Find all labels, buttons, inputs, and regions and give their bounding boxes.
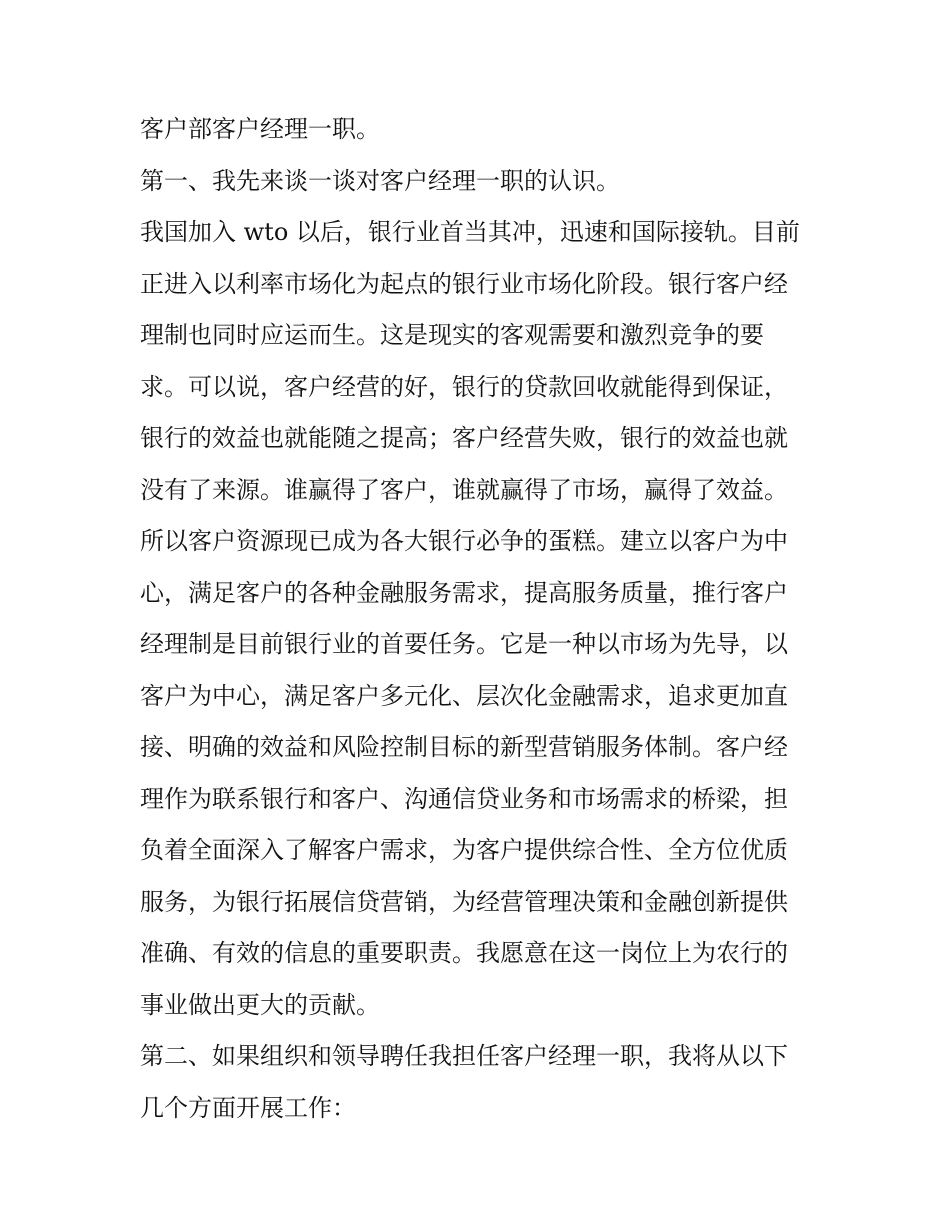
- document-body: [140, 104, 820, 1134]
- text-line: 理制也同时应运而生。这是现实的客观需要和激烈竞争的要: [140, 321, 764, 349]
- text-line: 客户为中心，满足客户多元化、层次化金融需求，追求更加直: [140, 681, 788, 710]
- text-line: 服务，为银行拓展信贷营销，为经营管理决策和金融创新提供: [140, 887, 788, 916]
- text-line: 客户部客户经理一职。: [140, 115, 380, 143]
- text-line: 第一、我先来谈一谈对客户经理一职的认识。: [140, 166, 620, 195]
- text-line: 所以客户资源现已成为各大银行必争的蛋糕。建立以客户为中: [140, 527, 788, 555]
- text-line: 求。可以说，客户经营的好，银行的贷款回收就能得到保证，: [140, 372, 788, 401]
- text-line: 没有了来源。谁赢得了客户，谁就赢得了市场，赢得了效益。: [140, 475, 788, 504]
- text-line: 负着全面深入了解客户需求，为客户提供综合性、全方位优质: [140, 836, 788, 864]
- text-line: 我国加入 wto 以后，银行业首当其冲，迅速和国际接轨。目前: [140, 218, 800, 246]
- text-line: 事业做出更大的贡献。: [140, 990, 380, 1019]
- text-line: 理作为联系银行和客户、沟通信贷业务和市场需求的桥梁，担: [140, 784, 788, 813]
- text-line: 正进入以利率市场化为起点的银行业市场化阶段。银行客户经: [140, 269, 788, 298]
- text-line: 准确、有效的信息的重要职责。我愿意在这一岗位上为农行的: [140, 939, 788, 967]
- text-line: 银行的效益也就能随之提高；客户经营失败，银行的效益也就: [140, 424, 788, 452]
- text-line: 心，满足客户的各种金融服务需求，提高服务质量，推行客户: [140, 578, 788, 607]
- text-line: 第二、如果组织和领导聘任我担任客户经理一职，我将从以下: [140, 1042, 788, 1070]
- text-line: 几个方面开展工作：: [140, 1093, 356, 1122]
- text-line: 经理制是目前银行业的首要任务。它是一种以市场为先导，以: [140, 630, 788, 658]
- text-line: 接、明确的效益和风险控制目标的新型营销服务体制。客户经: [140, 733, 788, 761]
